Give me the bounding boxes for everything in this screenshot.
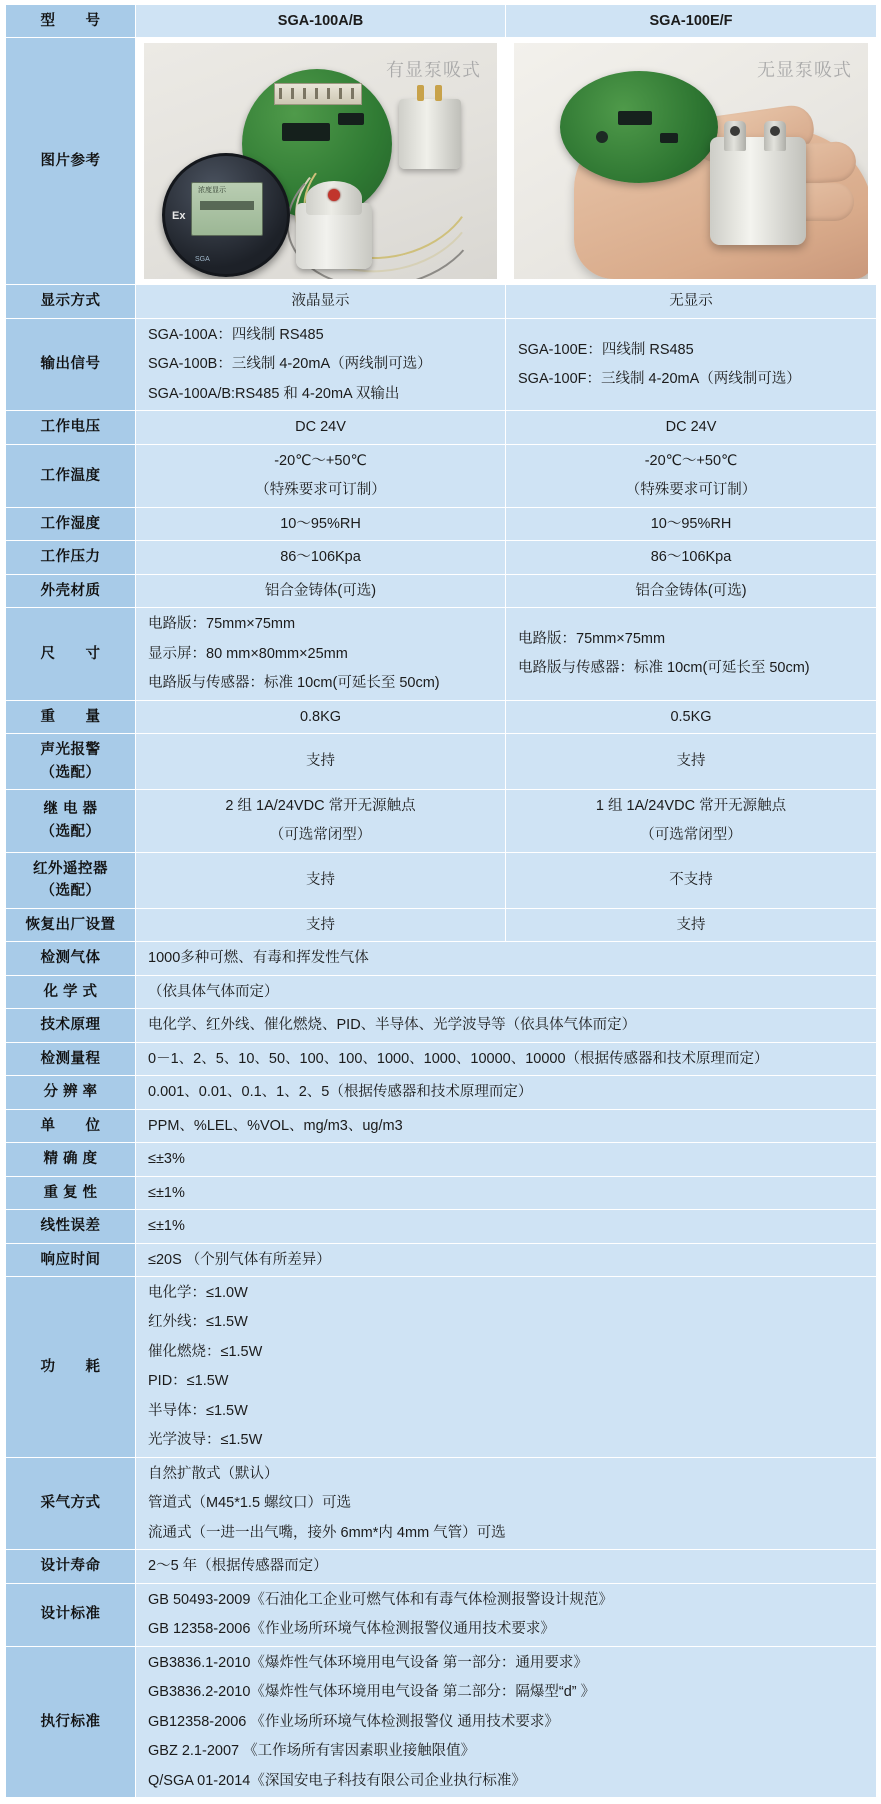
value-ir-remote-ef: 不支持 <box>506 852 877 908</box>
display-meter-icon: 浓度显示 Ex SGA <box>162 153 290 277</box>
row-label-detected-gas: 检测气体 <box>6 942 136 975</box>
table-row <box>6 1076 877 1109</box>
gas-sensor-icon <box>296 203 372 269</box>
value-execution-standard <box>136 1646 877 1797</box>
row-label-range: 检测量程 <box>6 1042 136 1075</box>
table-row <box>6 1277 877 1458</box>
value-display-mode-ab: 液晶显示 <box>136 285 506 318</box>
text-line: GB12358-2006 《作业场所环境气体检测报警仪 通用技术要求》 <box>148 1713 559 1730</box>
table-row <box>6 318 877 410</box>
table-row <box>6 608 877 700</box>
table-row <box>6 975 877 1008</box>
value-humidity-ab: 10～95%RH <box>136 507 506 540</box>
text-line: -20℃～+50℃ <box>644 452 738 469</box>
row-label-resolution: 分 辨 率 <box>6 1076 136 1109</box>
table-row <box>6 700 877 733</box>
row-label-response-time: 响应时间 <box>6 1243 136 1276</box>
value-factory-reset-ef: 支持 <box>506 908 877 941</box>
table-row <box>6 444 877 507</box>
row-label-relay <box>6 789 136 852</box>
table-row <box>6 38 877 285</box>
text-line: 管道式（M45*1.5 螺纹口）可选 <box>148 1495 352 1512</box>
table-row <box>6 1042 877 1075</box>
row-label-photo: 图片参考 <box>6 38 136 285</box>
row-label-tech-principle: 技术原理 <box>6 1009 136 1042</box>
table-row <box>6 1646 877 1797</box>
text-line: SGA-100E：四线制 RS485 <box>518 341 694 358</box>
row-label-execution-standard: 执行标准 <box>6 1646 136 1797</box>
text-line: 电路版与传感器：标准 10cm(可延长至 50cm) <box>518 660 810 677</box>
text-line: GB3836.2-2010《爆炸性气体环境用电气设备 第二部分：隔爆型“d” 》 <box>148 1684 596 1701</box>
text-line: 催化燃烧：≤1.5W <box>148 1343 263 1360</box>
row-label-housing: 外壳材质 <box>6 574 136 607</box>
value-temperature-ef <box>506 444 877 507</box>
text-line: 声光报警 <box>40 742 101 759</box>
gas-sensor-icon <box>710 137 806 245</box>
row-label-output-signal: 输出信号 <box>6 318 136 410</box>
value-display-mode-ef: 无显示 <box>506 285 877 318</box>
row-label-accuracy: 精 确 度 <box>6 1143 136 1176</box>
text-line: 1 组 1A/24VDC 常开无源触点 <box>595 797 787 814</box>
table-row <box>6 942 877 975</box>
value-response-time: ≤20S （个别气体有所差异） <box>136 1243 877 1276</box>
table-row <box>6 541 877 574</box>
table-row <box>6 852 877 908</box>
row-label-temperature: 工作温度 <box>6 444 136 507</box>
row-label-ir-remote <box>6 852 136 908</box>
value-power-consumption <box>136 1277 877 1458</box>
product-photo-ef <box>506 38 877 285</box>
row-label-display-mode: 显示方式 <box>6 285 136 318</box>
table-row <box>6 411 877 444</box>
text-line: -20℃～+50℃ <box>274 452 367 469</box>
text-line: GB 50493-2009《石油化工企业可燃气体和有毒气体检测报警设计规范》 <box>148 1591 613 1608</box>
value-output-signal-ab <box>136 318 506 410</box>
value-housing-ab: 铝合金铸体(可选) <box>136 574 506 607</box>
text-line: （选配） <box>40 823 101 840</box>
text-line: 显示屏：80 mm×80mm×25mm <box>148 645 348 662</box>
value-relay-ab <box>136 789 506 852</box>
value-resolution: 0.001、0.01、0.1、1、2、5（根据传感器和技术原理而定） <box>136 1076 877 1109</box>
text-line: 光学波导：≤1.5W <box>148 1432 263 1449</box>
value-housing-ef: 铝合金铸体(可选) <box>506 574 877 607</box>
value-unit: PPM、%LEL、%VOL、mg/m3、ug/m3 <box>136 1109 877 1142</box>
value-design-life: 2～5 年（根据传感器而定） <box>136 1550 877 1583</box>
row-label-chemical-formula: 化 学 式 <box>6 975 136 1008</box>
text-line: GB 12358-2006《作业场所环境气体检测报警仪通用技术要求》 <box>148 1621 555 1638</box>
table-row <box>6 1550 877 1583</box>
text-line: 流通式（一进一出气嘴，接外 6mm*内 4mm 气管）可选 <box>148 1524 506 1541</box>
value-voltage-ab: DC 24V <box>136 411 506 444</box>
text-line: （可选常闭型） <box>640 827 742 844</box>
table-row <box>6 1109 877 1142</box>
row-label-repeatability: 重 复 性 <box>6 1176 136 1209</box>
value-detected-gas: 1000多种可燃、有毒和挥发性气体 <box>136 942 877 975</box>
text-line: SGA-100B：三线制 4-20mA（两线制可选） <box>148 356 432 373</box>
text-line: 自然扩散式（默认） <box>148 1465 279 1482</box>
table-row <box>6 1176 877 1209</box>
table-row <box>6 908 877 941</box>
column-header-model-ab: SGA-100A/B <box>136 5 506 38</box>
value-humidity-ef: 10～95%RH <box>506 507 877 540</box>
table-row <box>6 789 877 852</box>
photo-caption-ab: 有显泵吸式 <box>386 60 481 81</box>
specification-table <box>5 4 877 1798</box>
table-row <box>6 1457 877 1549</box>
text-line: （特殊要求可订制） <box>255 482 386 499</box>
value-accuracy: ≤±3% <box>136 1143 877 1176</box>
value-repeatability: ≤±1% <box>136 1176 877 1209</box>
value-dimensions-ab <box>136 608 506 700</box>
row-label-linearity-error: 线性误差 <box>6 1210 136 1243</box>
row-label-model: 型 号 <box>6 5 136 38</box>
text-line: Q/SGA 01-2014《深国安电子科技有限公司企业执行标准》 <box>148 1772 526 1789</box>
text-line: 电化学：≤1.0W <box>148 1285 248 1301</box>
table-row <box>6 1583 877 1646</box>
text-line: 半导体：≤1.5W <box>148 1402 248 1419</box>
value-temperature-ab <box>136 444 506 507</box>
table-row <box>6 734 877 790</box>
table-row <box>6 1210 877 1243</box>
text-line: 电路版：75mm×75mm <box>148 616 296 633</box>
value-ir-remote-ab: 支持 <box>136 852 506 908</box>
value-audible-alarm-ab: 支持 <box>136 734 506 790</box>
value-voltage-ef: DC 24V <box>506 411 877 444</box>
sensor-cap-icon <box>399 99 461 169</box>
row-label-dimensions: 尺 寸 <box>6 608 136 700</box>
row-label-power-consumption: 功 耗 <box>6 1277 136 1458</box>
value-sampling-method <box>136 1457 877 1549</box>
row-label-humidity: 工作湿度 <box>6 507 136 540</box>
row-label-voltage: 工作电压 <box>6 411 136 444</box>
value-dimensions-ef <box>506 608 877 700</box>
table-row <box>6 1243 877 1276</box>
text-line: SGA-100A：四线制 RS485 <box>148 326 324 343</box>
value-pressure-ef: 86～106Kpa <box>506 541 877 574</box>
row-label-pressure: 工作压力 <box>6 541 136 574</box>
circuit-board-icon <box>560 71 718 183</box>
value-output-signal-ef <box>506 318 877 410</box>
value-tech-principle: 电化学、红外线、催化燃烧、PID、半导体、光学波导等（依具体气体而定） <box>136 1009 877 1042</box>
value-relay-ef <box>506 789 877 852</box>
row-label-unit: 单 位 <box>6 1109 136 1142</box>
value-audible-alarm-ef: 支持 <box>506 734 877 790</box>
value-linearity-error: ≤±1% <box>136 1210 877 1243</box>
value-weight-ab: 0.8KG <box>136 700 506 733</box>
row-label-sampling-method: 采气方式 <box>6 1457 136 1549</box>
row-label-design-life: 设计寿命 <box>6 1550 136 1583</box>
text-line: GB3836.1-2010《爆炸性气体环境用电气设备 第一部分：通用要求》 <box>148 1654 588 1671</box>
table-row <box>6 574 877 607</box>
text-line: （选配） <box>40 883 101 900</box>
table-row <box>6 507 877 540</box>
text-line: SGA-100F：三线制 4-20mA（两线制可选） <box>518 371 801 388</box>
value-design-standard <box>136 1583 877 1646</box>
photo-caption-ef: 无显泵吸式 <box>757 60 852 81</box>
value-pressure-ab: 86～106Kpa <box>136 541 506 574</box>
product-photo-ab <box>136 38 506 285</box>
row-label-design-standard: 设计标准 <box>6 1583 136 1646</box>
text-line: （可选常闭型） <box>269 827 372 844</box>
text-line: SGA-100A/B:RS485 和 4-20mA 双输出 <box>148 385 400 402</box>
text-line: GBZ 2.1-2007 《工作场所有害因素职业接触限值》 <box>148 1743 476 1760</box>
row-label-factory-reset: 恢复出厂设置 <box>6 908 136 941</box>
value-weight-ef: 0.5KG <box>506 700 877 733</box>
text-line: 电路版与传感器：标准 10cm(可延长至 50cm) <box>148 675 440 692</box>
value-factory-reset-ab: 支持 <box>136 908 506 941</box>
text-line: （选配） <box>40 764 101 781</box>
row-label-audible-alarm <box>6 734 136 790</box>
text-line: PID：≤1.5W <box>148 1373 229 1390</box>
column-header-model-ef: SGA-100E/F <box>506 5 877 38</box>
text-line: 红外遥控器 <box>33 860 108 877</box>
text-line: 电路版：75mm×75mm <box>518 630 666 647</box>
text-line: （特殊要求可订制） <box>625 482 757 499</box>
text-line: 红外线：≤1.5W <box>148 1314 248 1331</box>
table-row <box>6 1143 877 1176</box>
text-line: 2 组 1A/24VDC 常开无源触点 <box>225 797 416 814</box>
row-label-weight: 重 量 <box>6 700 136 733</box>
text-line: 继 电 器 <box>43 801 98 818</box>
value-range: 0－1、2、5、10、50、100、100、1000、1000、10000、10000（根据传感器和技术原理而定） <box>136 1042 877 1075</box>
table-row <box>6 1009 877 1042</box>
table-row <box>6 285 877 318</box>
value-chemical-formula: （依具体气体而定） <box>136 975 877 1008</box>
table-row <box>6 5 877 38</box>
